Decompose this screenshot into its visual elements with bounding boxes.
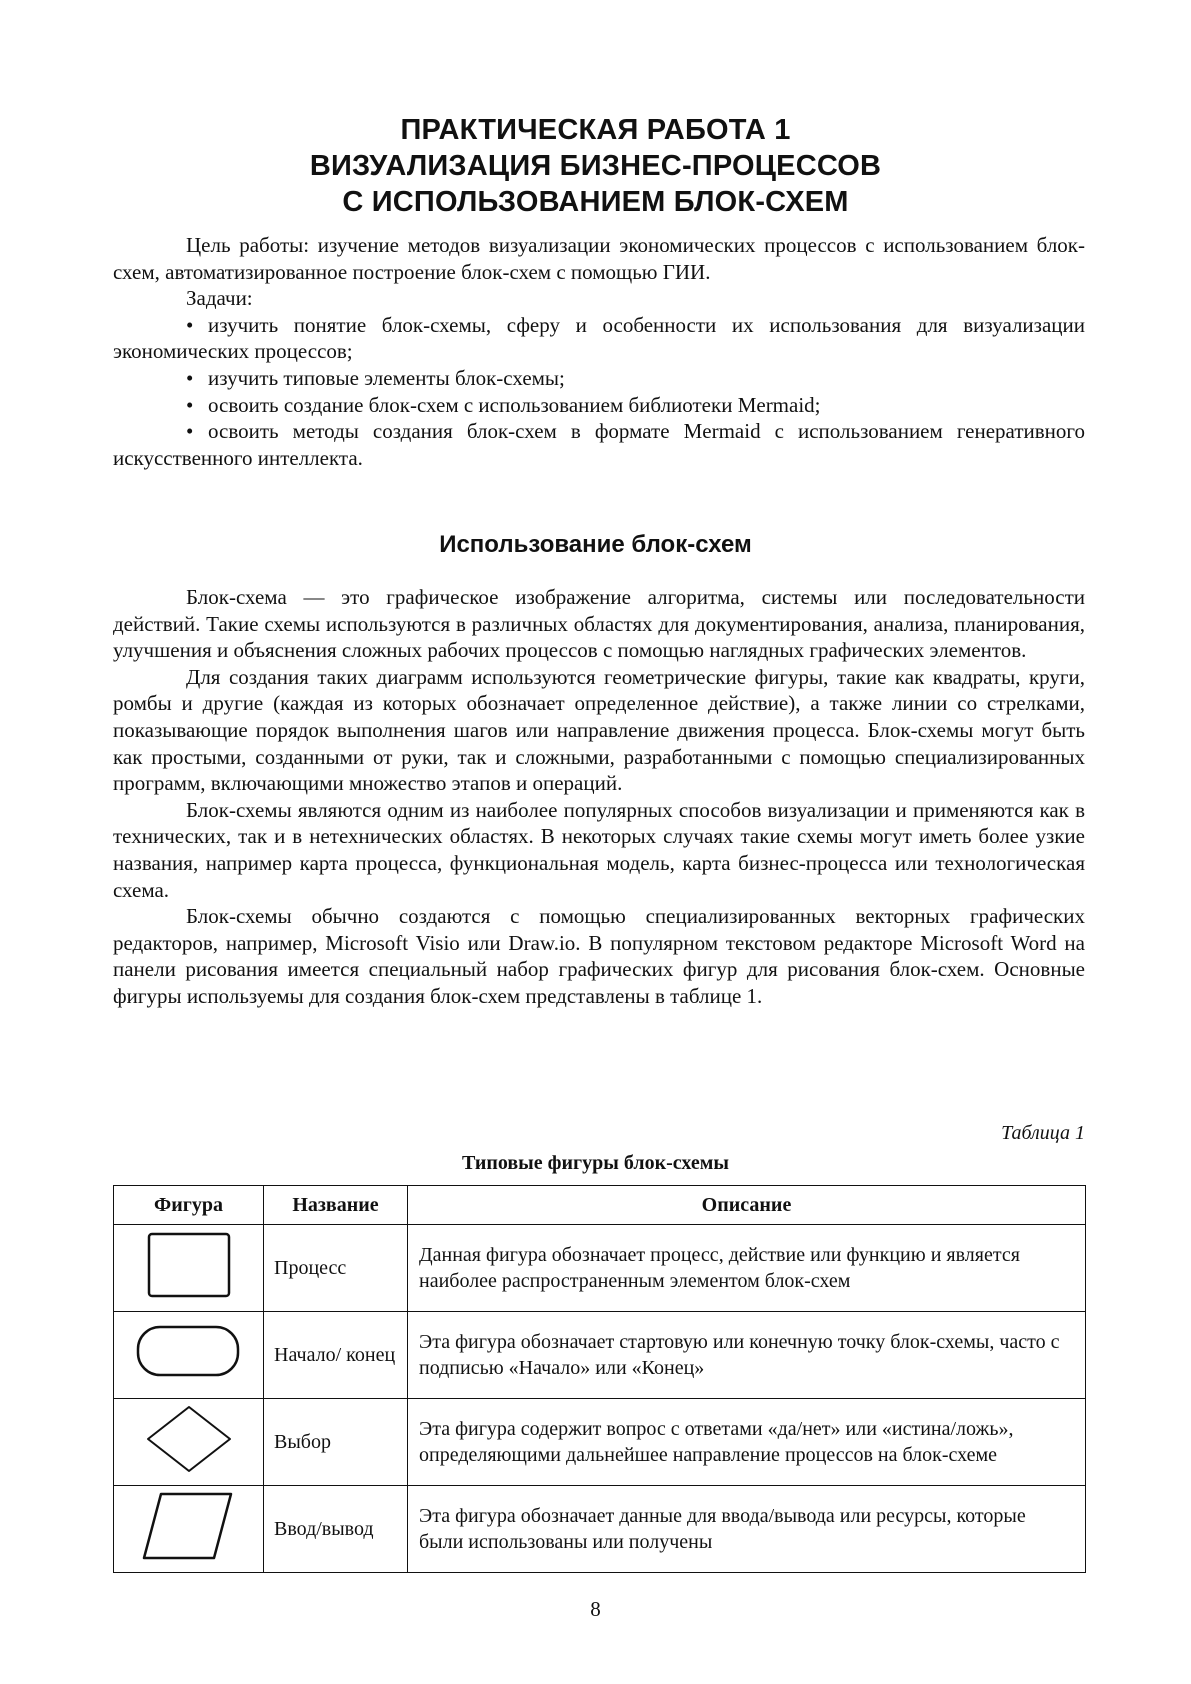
- title-line-1: ПРАКТИЧЕСКАЯ РАБОТА 1: [400, 114, 791, 146]
- tasks-label: Задачи:: [186, 286, 253, 311]
- shape-name: Начало/ конец: [264, 1312, 408, 1399]
- shape-description: Эта фигура содержит вопрос с ответами «да/нет» или «истина/ложь», определяющими дальнейшее направление процессов на блок-схеме: [408, 1399, 1086, 1486]
- table-row: [114, 1312, 1086, 1399]
- bullet-icon: •: [186, 312, 194, 337]
- header-description: Описание: [408, 1186, 1086, 1225]
- goal-paragraph: Цель работы: изучение методов визуализации экономических процессов с использованием блок-схем, автоматизированное построение блок-схем с помощью ГИИ.: [113, 233, 1085, 284]
- shape-description: Данная фигура обозначает процесс, действие или функцию и является наиболее распространенным элементом блок-схем: [408, 1225, 1086, 1312]
- shape-cell: [114, 1225, 264, 1312]
- page-number: 8: [590, 1597, 601, 1621]
- shape-description: Эта фигура обозначает данные для ввода/вывода или ресурсы, которые были использованы или получены: [408, 1486, 1086, 1573]
- title-line-2: ВИЗУАЛИЗАЦИЯ БИЗНЕС-ПРОЦЕССОВ: [309, 150, 882, 182]
- bullet-icon: •: [186, 392, 194, 417]
- page-title: [0, 112, 1191, 220]
- shape-cell: [114, 1486, 264, 1573]
- input-output-parallelogram-icon: [141, 1490, 236, 1562]
- shape-cell: [114, 1312, 264, 1399]
- table-number: Таблица 1: [1001, 1122, 1085, 1144]
- task-text: освоить методы создания блок-схем в формате Mermaid с использованием генеративного искусственного интеллекта.: [113, 419, 1085, 470]
- table-caption: Типовые фигуры блок-схемы: [461, 1152, 729, 1174]
- shapes-table: [113, 1185, 1086, 1573]
- intro-block: [113, 232, 1085, 471]
- section-paragraph: Блок-схемы являются одним из наиболее популярных способов визуализации и применяются как в технических, так и в нетехнических областях. В некоторых случаях такие схемы могут иметь более узкие названия, например карта процесса, функциональная модель, карта бизнес-процесса или технологическая схема.: [113, 797, 1085, 902]
- decision-diamond-icon: [144, 1404, 234, 1474]
- shape-name: Выбор: [264, 1399, 408, 1486]
- task-text: освоить создание блок-схем с использованием библиотеки Mermaid;: [208, 392, 821, 417]
- section-paragraph: Блок-схемы обычно создаются с помощью специализированных векторных графических редакторов, например, Microsoft Visio или Draw.io. В популярном текстовом редакторе Microsoft Word на панели рисования имеется специальный набор графических фигур для рисования блок-схем. Основные фигуры используемы для создания блок-схем представлены в таблице 1.: [113, 904, 1085, 1008]
- task-text: изучить типовые элементы блок-схемы;: [208, 365, 565, 390]
- table-header-row: [114, 1186, 1086, 1225]
- bullet-icon: •: [186, 365, 194, 390]
- shape-name: Ввод/вывод: [264, 1486, 408, 1573]
- process-rectangle-icon: [144, 1230, 234, 1300]
- table-row: [114, 1225, 1086, 1312]
- title-line-3: С ИСПОЛЬЗОВАНИЕМ БЛОК-СХЕМ: [342, 186, 849, 218]
- section-paragraph: Блок-схема — это графическое изображение алгоритма, системы или последовательности действий. Такие схемы используются в различных областях для документирования, анализа, планирования, улучшения и объяснения сложных рабочих процессов с помощью наглядных графических элементов.: [113, 585, 1085, 663]
- section-paragraph: Для создания таких диаграмм используются геометрические фигуры, такие как квадраты, круги, ромбы и другие (каждая из которых обозначает определенное действие), а также линии со стрелками, показывающие порядок выполнения шагов или направление движения процесса. Блок-схемы могут быть как простыми, созданными от руки, так и сложными, разработанными с помощью специализированных программ, включающими множество этапов и операций.: [113, 664, 1085, 796]
- table-row: [114, 1486, 1086, 1573]
- shape-name: Процесс: [264, 1225, 408, 1312]
- section-heading: Использование блок-схем: [439, 531, 752, 558]
- header-name: Название: [264, 1186, 408, 1225]
- task-item: [113, 365, 1085, 392]
- task-item: [113, 392, 1085, 419]
- task-item: [113, 312, 1085, 365]
- shape-description: Эта фигура обозначает стартовую или конечную точку блок-схемы, часто с подписью «Начало» или «Конец»: [408, 1312, 1086, 1399]
- table-row: [114, 1399, 1086, 1486]
- bullet-icon: •: [186, 419, 194, 444]
- task-item: [113, 418, 1085, 471]
- header-shape: Фигура: [114, 1186, 264, 1225]
- terminator-rounded-icon: [134, 1322, 244, 1382]
- task-text: изучить понятие блок-схемы, сферу и особенности их использования для визуализации экономических процессов;: [113, 312, 1085, 364]
- shape-cell: [114, 1399, 264, 1486]
- section-body: [113, 584, 1085, 1010]
